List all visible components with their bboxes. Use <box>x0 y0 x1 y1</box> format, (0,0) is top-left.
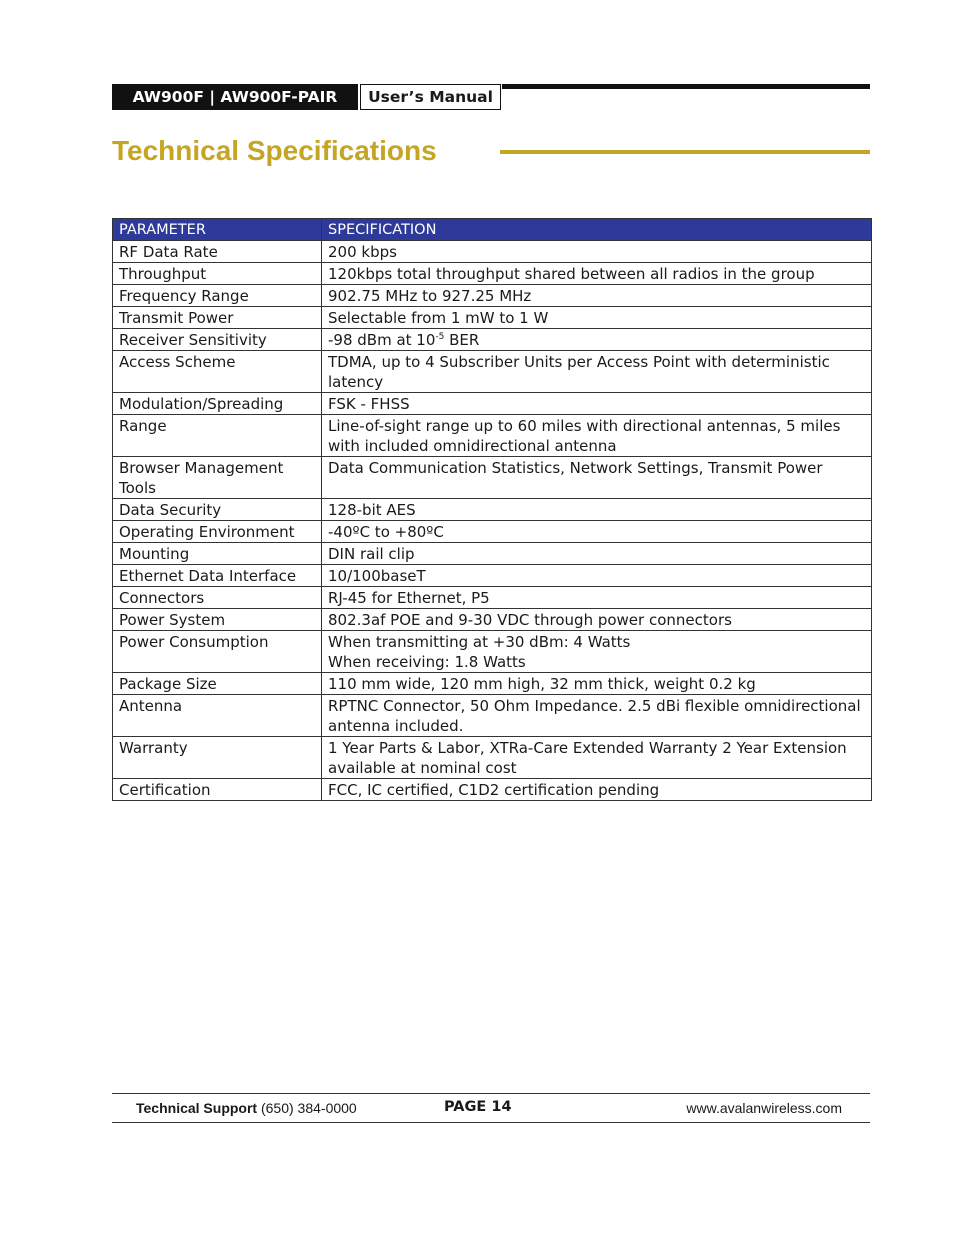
specification-cell: Line-of-sight range up to 60 miles with directional antennas, 5 miles with included omnidirectional antenna <box>322 415 872 457</box>
table-header-row <box>113 219 872 241</box>
section-title-row <box>112 134 870 170</box>
specification-cell: DIN rail clip <box>322 543 872 565</box>
parameter-cell: Mounting <box>113 543 322 565</box>
support-phone: (650) 384-0000 <box>257 1100 357 1116</box>
column-header-specification: SPECIFICATION <box>322 219 872 241</box>
running-header <box>112 84 870 110</box>
specification-cell: 802.3af POE and 9-30 VDC through power connectors <box>322 609 872 631</box>
parameter-cell: Operating Environment <box>113 521 322 543</box>
parameter-cell: Throughput <box>113 263 322 285</box>
table-row <box>113 457 872 499</box>
parameter-cell: Data Security <box>113 499 322 521</box>
specification-cell <box>322 329 872 351</box>
specification-cell: -40ºC to +80ºC <box>322 521 872 543</box>
support-label: Technical Support <box>136 1100 258 1116</box>
header-rule <box>502 84 870 89</box>
parameter-cell: Power System <box>113 609 322 631</box>
sensitivity-exponent: -5 <box>435 332 445 342</box>
parameter-cell: Transmit Power <box>113 307 322 329</box>
parameter-cell: Access Scheme <box>113 351 322 393</box>
table-row <box>113 737 872 779</box>
website-url: www.avalanwireless.com <box>686 1100 842 1116</box>
specification-cell <box>322 631 872 673</box>
parameter-cell: Ethernet Data Interface <box>113 565 322 587</box>
parameter-cell: Package Size <box>113 673 322 695</box>
specification-cell: RPTNC Connector, 50 Ohm Impedance. 2.5 dBi flexible omnidirectional antenna included. <box>322 695 872 737</box>
product-name: AW900F | AW900F-PAIR <box>112 84 358 110</box>
specification-cell: 200 kbps <box>322 241 872 263</box>
table-row <box>113 587 872 609</box>
power-transmit-line: When transmitting at +30 dBm: 4 Watts <box>328 633 631 651</box>
parameter-cell: Frequency Range <box>113 285 322 307</box>
parameter-cell: RF Data Rate <box>113 241 322 263</box>
parameter-cell: Certification <box>113 779 322 801</box>
specifications-table <box>112 218 872 801</box>
specification-cell: TDMA, up to 4 Subscriber Units per Access Point with deterministic latency <box>322 351 872 393</box>
page-number: PAGE 14 <box>444 1099 512 1115</box>
table-row <box>113 329 872 351</box>
table-row <box>113 543 872 565</box>
specification-cell: Data Communication Statistics, Network Settings, Transmit Power <box>322 457 872 499</box>
table-row <box>113 631 872 673</box>
power-receive-line: When receiving: 1.8 Watts <box>328 653 526 671</box>
specification-cell: 1 Year Parts & Labor, XTRa-Care Extended Warranty 2 Year Extension available at nominal cost <box>322 737 872 779</box>
table-row <box>113 695 872 737</box>
parameter-cell: Antenna <box>113 695 322 737</box>
table-row <box>113 263 872 285</box>
table-row <box>113 499 872 521</box>
specification-cell: Selectable from 1 mW to 1 W <box>322 307 872 329</box>
parameter-cell: Receiver Sensitivity <box>113 329 322 351</box>
table-row <box>113 241 872 263</box>
manual-label: User’s Manual <box>360 84 501 110</box>
table-row <box>113 565 872 587</box>
page-footer <box>112 1093 870 1123</box>
table-row <box>113 673 872 695</box>
specification-cell: RJ-45 for Ethernet, P5 <box>322 587 872 609</box>
specification-cell: 110 mm wide, 120 mm high, 32 mm thick, weight 0.2 kg <box>322 673 872 695</box>
table-row <box>113 351 872 393</box>
title-rule <box>500 150 870 154</box>
table-row <box>113 779 872 801</box>
page-title: Technical Specifications <box>112 135 437 166</box>
table-row <box>113 415 872 457</box>
parameter-cell: Warranty <box>113 737 322 779</box>
specification-cell: FSK - FHSS <box>322 393 872 415</box>
specification-cell: 10/100baseT <box>322 565 872 587</box>
specification-cell: 902.75 MHz to 927.25 MHz <box>322 285 872 307</box>
support-info <box>136 1100 357 1116</box>
table-row <box>113 285 872 307</box>
parameter-cell: Browser Management Tools <box>113 457 322 499</box>
specification-cell: 128-bit AES <box>322 499 872 521</box>
specification-cell: FCC, IC certified, C1D2 certification pending <box>322 779 872 801</box>
sensitivity-unit: BER <box>444 331 480 349</box>
sensitivity-base: -98 dBm at 10 <box>328 331 436 349</box>
table-row <box>113 609 872 631</box>
table-row <box>113 307 872 329</box>
table-row <box>113 521 872 543</box>
parameter-cell: Range <box>113 415 322 457</box>
parameter-cell: Power Consumption <box>113 631 322 673</box>
column-header-parameter: PARAMETER <box>113 219 322 241</box>
table-row <box>113 393 872 415</box>
parameter-cell: Modulation/Spreading <box>113 393 322 415</box>
specification-cell: 120kbps total throughput shared between all radios in the group <box>322 263 872 285</box>
parameter-cell: Connectors <box>113 587 322 609</box>
